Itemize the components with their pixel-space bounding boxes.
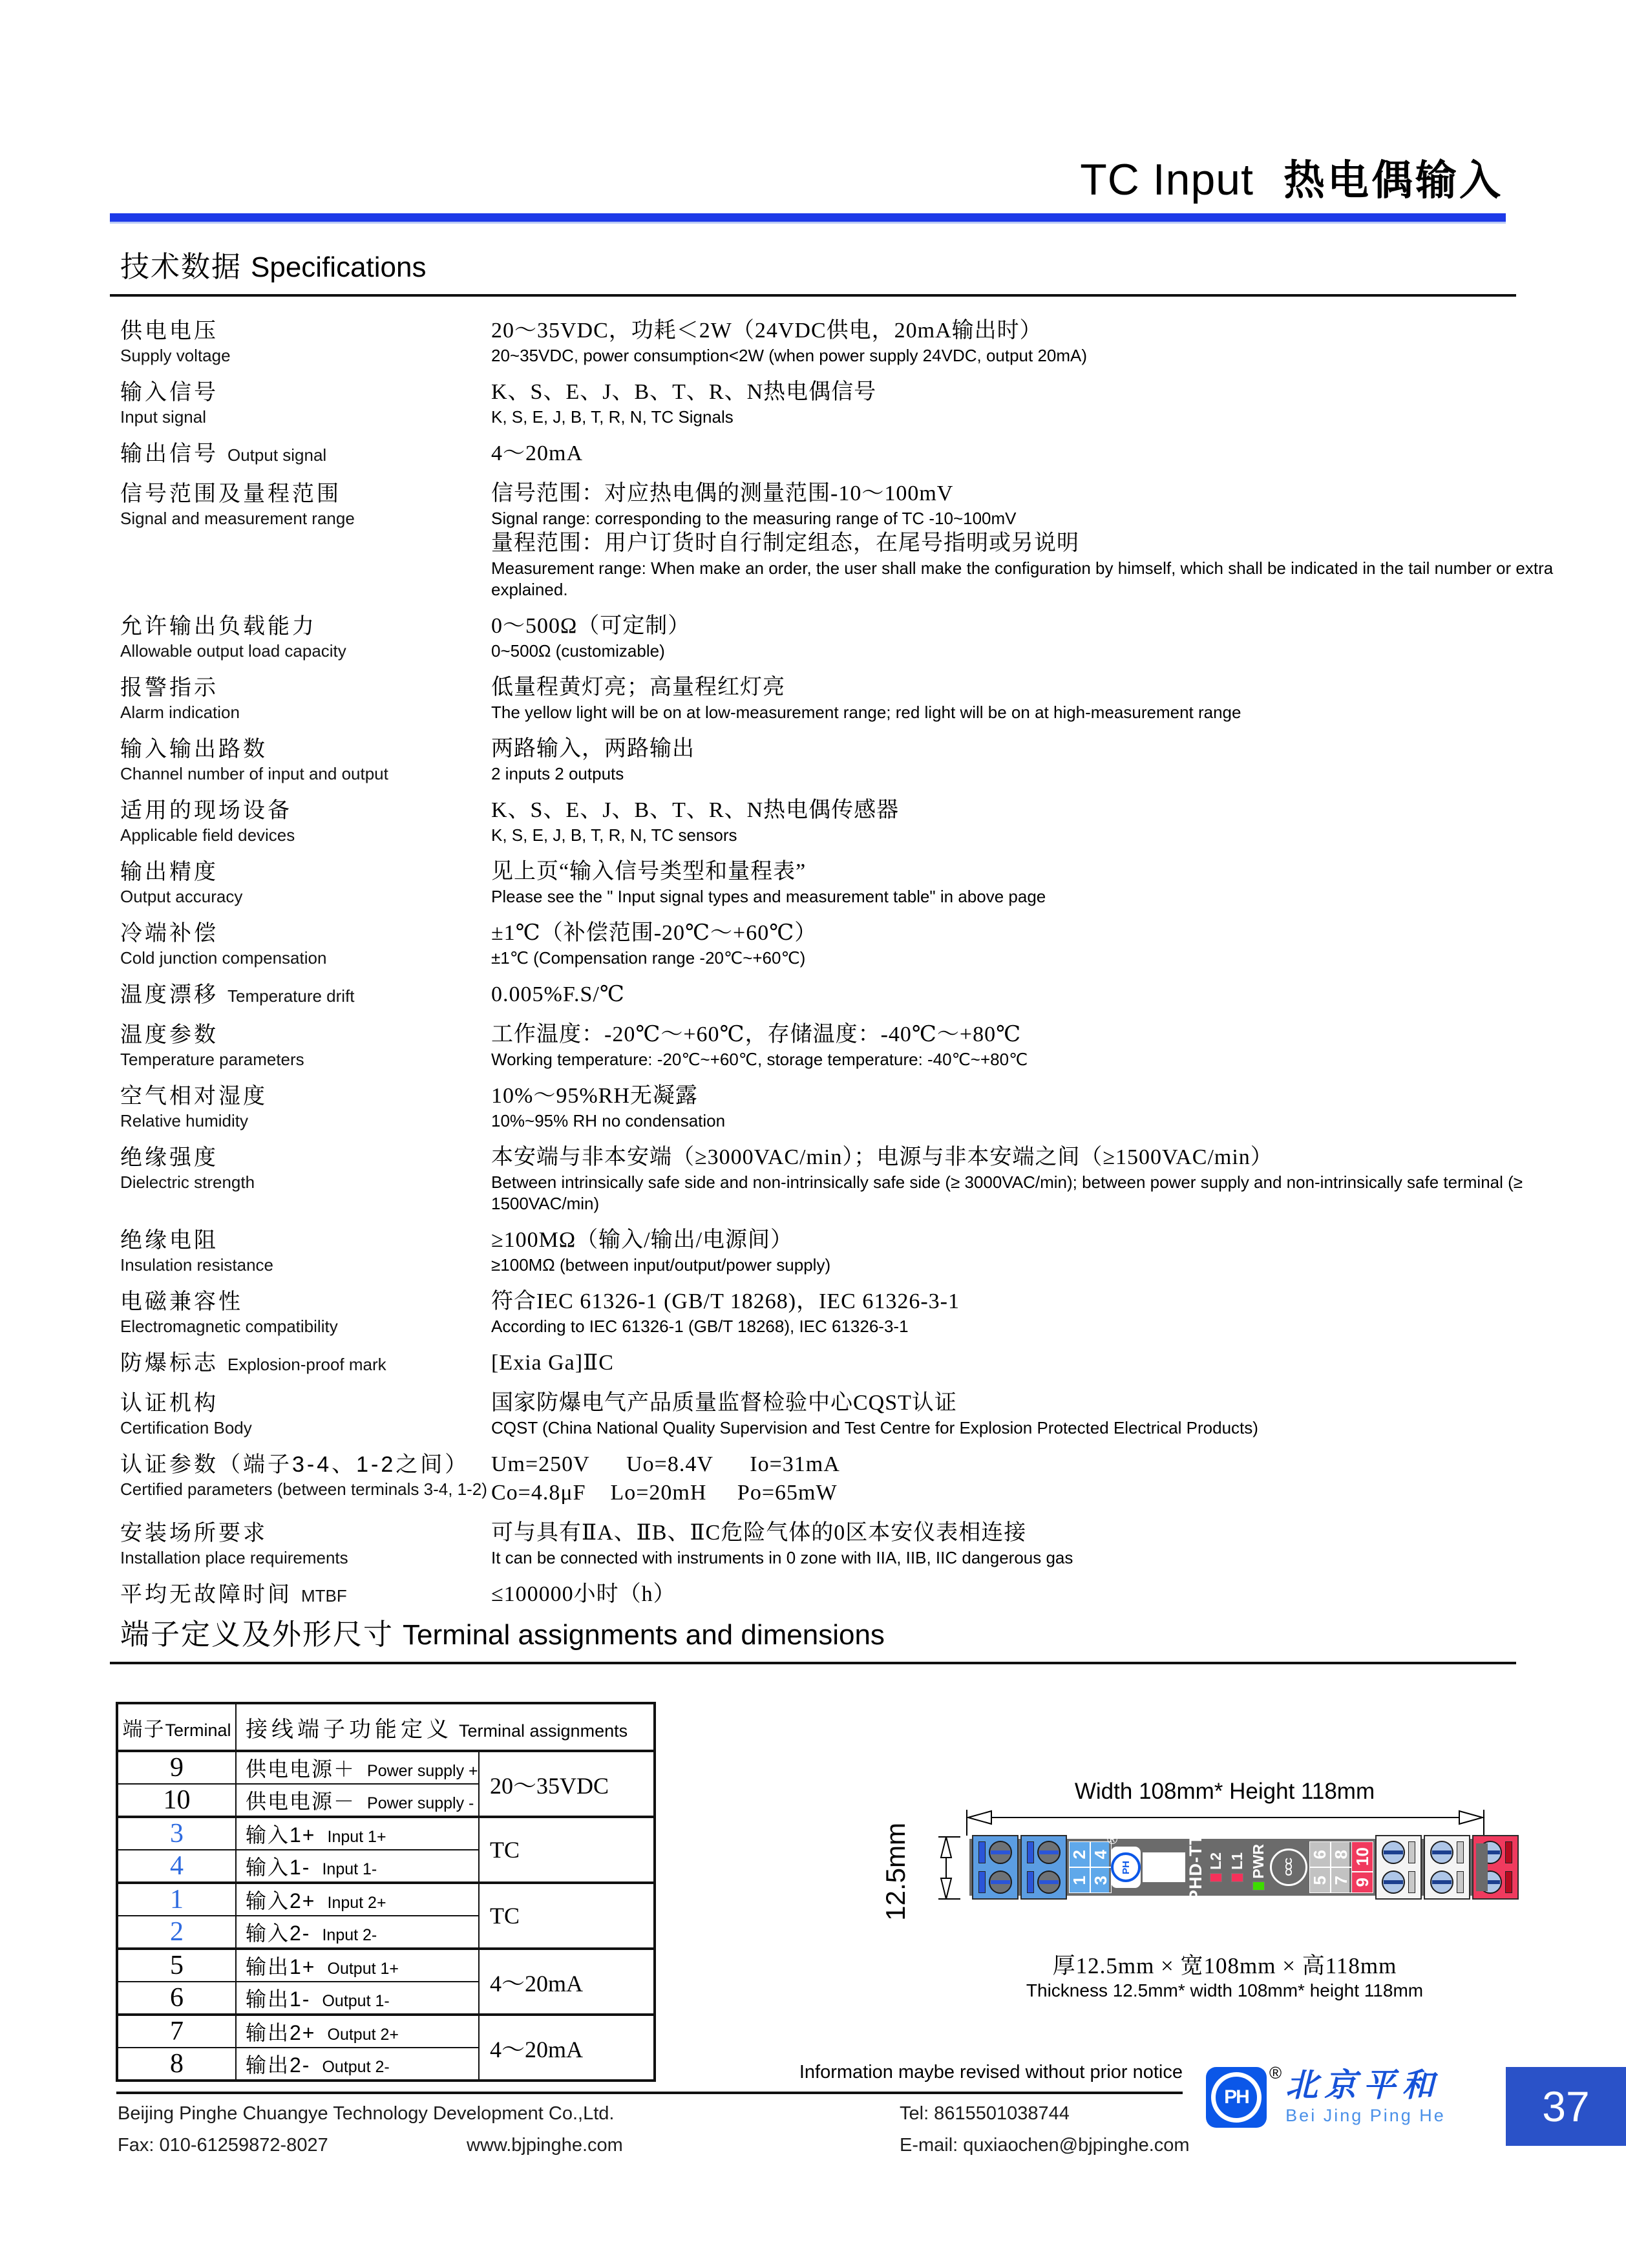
spec-label xyxy=(120,1519,491,1569)
specs-heading-en: Specifications xyxy=(251,251,427,283)
spec-value-line: Signal range: corresponding to the measuring range of TC -10~100mV xyxy=(491,509,1017,528)
spec-value-line: 10%～95%RH无凝露 xyxy=(491,1084,698,1108)
spec-label-en: Certified parameters (between terminals 3-4, 1-2) xyxy=(120,1479,487,1499)
thickness-dimension-label: 12.5mm xyxy=(880,1823,911,1921)
spec-value-line: Co=4.8μF Lo=20mH Po=65mW xyxy=(491,1481,838,1505)
spec-label-zh: 输出信号 xyxy=(120,441,218,466)
spec-label xyxy=(120,1021,491,1070)
company-logo-text xyxy=(1285,2067,1446,2126)
terminal-function xyxy=(236,2015,479,2048)
spec-label-en: MTBF xyxy=(301,1586,347,1606)
terminal-screw xyxy=(989,1841,1012,1864)
terminal-screw xyxy=(1382,1871,1405,1894)
spec-value xyxy=(491,317,1594,366)
spec-label xyxy=(120,858,491,907)
spec-label-zh: 适用的现场设备 xyxy=(120,798,292,823)
spec-row xyxy=(120,1021,1594,1070)
spec-label xyxy=(120,378,491,428)
spec-row xyxy=(120,440,1594,468)
spec-label-zh: 输入输出路数 xyxy=(120,737,268,761)
spec-value xyxy=(491,1226,1594,1276)
terminal-function-zh: 输出2- xyxy=(246,2053,311,2077)
wire-slot xyxy=(1505,1871,1512,1893)
spec-label-zh: 安装场所要求 xyxy=(120,1521,268,1545)
spec-row xyxy=(120,1288,1594,1337)
terminal-grid-label: 7 xyxy=(1331,1875,1351,1885)
terminal-grid-label: 4 xyxy=(1091,1849,1110,1860)
terminal-number: 6 xyxy=(117,1982,236,2015)
spec-label-zh: 供电电压 xyxy=(120,319,218,343)
spec-label xyxy=(120,1450,491,1507)
spec-value-line: ≤100000小时（h） xyxy=(491,1582,676,1606)
company-name: Beijing Pinghe Chuangye Technology Development Co.,Ltd. xyxy=(118,2103,615,2124)
spec-label-en: Temperature drift xyxy=(227,986,355,1006)
terminal-number: 5 xyxy=(117,1949,236,1982)
terminal-function-en: Output 2- xyxy=(322,2058,390,2076)
dimension-drawing xyxy=(866,1777,1499,2000)
terminal-function-en: Output 1+ xyxy=(327,1960,399,1978)
title-rule xyxy=(110,213,1506,224)
spec-value-line: 0.005%F.S/℃ xyxy=(491,982,625,1006)
terminal-function xyxy=(236,1916,479,1949)
spec-value-line: ±1℃（补偿范围-20℃～+60℃） xyxy=(491,921,818,945)
spec-label-zh: 温度漂移 xyxy=(120,982,218,1007)
wire-slot xyxy=(1505,1841,1512,1863)
spec-value xyxy=(491,1021,1594,1070)
email-link[interactable]: E-mail: quxiaochen@bjpinghe.com xyxy=(900,2135,1190,2156)
spec-label-zh: 空气相对湿度 xyxy=(120,1084,268,1108)
spec-value xyxy=(491,378,1594,428)
spec-value xyxy=(491,858,1594,907)
spec-label-en: Cold junction compensation xyxy=(120,948,327,968)
spec-label-en: Alarm indication xyxy=(120,703,240,722)
terminal-function-en: Input 1- xyxy=(322,1860,377,1878)
terminal-block-white-1 xyxy=(1375,1835,1422,1900)
terminal-function-zh: 输出2+ xyxy=(246,2021,316,2044)
spec-value-line: ≥100MΩ (between input/output/power supply) xyxy=(491,1255,831,1275)
terminal-function-en: Input 2- xyxy=(322,1926,377,1944)
terminal-function xyxy=(236,1850,479,1883)
terminal-number: 1 xyxy=(117,1883,236,1916)
terminal-number: 9 xyxy=(117,1751,236,1784)
spec-row xyxy=(120,858,1594,907)
width-dimension-arrow xyxy=(964,1806,1486,1837)
page-title-zh: 热电偶输入 xyxy=(1283,157,1503,204)
spec-label-zh: 输入信号 xyxy=(120,380,218,405)
spec-label-en: Temperature parameters xyxy=(120,1050,304,1069)
spec-value-line: 信号范围：对应热电偶的测量范围-10～100mV xyxy=(491,482,954,505)
terminal-grid-label: 8 xyxy=(1331,1849,1351,1860)
led-label: PWR xyxy=(1249,1843,1267,1879)
terminal-function xyxy=(236,1883,479,1916)
table-row xyxy=(117,1883,655,1916)
spec-value-line: Working temperature: -20℃~+60℃, storage temperature: -40℃~+80℃ xyxy=(491,1050,1028,1069)
spec-label-en: Installation place requirements xyxy=(120,1548,348,1567)
terminals-heading xyxy=(110,1611,1516,1664)
spec-label-zh: 认证机构 xyxy=(120,1391,218,1415)
terminal-function-zh: 输入1+ xyxy=(246,1823,316,1847)
terminal-screw xyxy=(1037,1871,1061,1894)
spec-label-zh: 绝缘电阻 xyxy=(120,1228,218,1253)
dimensions-text-en: Thickness 12.5mm* width 108mm* height 118mm xyxy=(1026,1980,1424,2000)
wire-slot xyxy=(978,1871,986,1893)
spec-label-zh: 输出精度 xyxy=(120,860,218,884)
spec-label-en: Dielectric strength xyxy=(120,1172,255,1192)
module-logo xyxy=(1107,1831,1141,1888)
green-led-icon xyxy=(1252,1881,1265,1891)
terminal-table xyxy=(116,1702,656,2082)
spec-value-line: 本安端与非本安端（≥3000VAC/min）；电源与非本安端之间（≥1500VAC/min） xyxy=(491,1145,1273,1169)
spec-value xyxy=(491,1082,1594,1132)
spec-label xyxy=(120,796,491,846)
specs-heading xyxy=(110,243,1516,297)
table-row xyxy=(117,1751,655,1784)
spec-value xyxy=(491,919,1594,969)
spec-value xyxy=(491,480,1594,600)
spec-value-line: 10%~95% RH no condensation xyxy=(491,1111,726,1130)
terminal-function-zh: 输出1+ xyxy=(246,1955,316,1978)
table-row xyxy=(117,1949,655,1982)
assignments-col-header-zh: 接线端子功能定义 xyxy=(246,1717,452,1742)
spec-label-en: Electromagnetic compatibility xyxy=(120,1317,338,1336)
spec-value xyxy=(491,980,1594,1009)
wire-slot xyxy=(1027,1841,1034,1863)
spec-label-en: Insulation resistance xyxy=(120,1255,274,1275)
spec-label-en: Certification Body xyxy=(120,1418,252,1437)
spec-label xyxy=(120,317,491,366)
spec-value-line: It can be connected with instruments in 0 zone with IIA, IIB, IIC dangerous gas xyxy=(491,1548,1073,1567)
spec-value xyxy=(491,1389,1594,1439)
terminal-number: 8 xyxy=(117,2048,236,2081)
spec-row xyxy=(120,1143,1594,1214)
specs-list xyxy=(120,317,1594,1620)
spec-value xyxy=(491,735,1594,785)
spec-label-zh: 认证参数（端子3-4、1-2之间） xyxy=(120,1452,470,1477)
page-title-en: TC Input xyxy=(1080,155,1254,204)
terminals-heading-zh: 端子定义及外形尺寸 xyxy=(120,1618,394,1651)
terminal-number: 10 xyxy=(117,1784,236,1817)
spec-value-line: 0~500Ω (customizable) xyxy=(491,641,665,661)
terminal-function-en: Input 2+ xyxy=(327,1894,386,1912)
spec-value-line: 国家防爆电气产品质量监督检验中心CQST认证 xyxy=(491,1391,957,1415)
terminal-grid-label: 2 xyxy=(1070,1849,1089,1860)
spec-label-zh: 允许输出负载能力 xyxy=(120,614,317,639)
led-L2 xyxy=(1206,1852,1225,1882)
spec-value-line: 2 inputs 2 outputs xyxy=(491,764,624,783)
ccc-mark-icon: CCC xyxy=(1270,1849,1307,1886)
revision-notice: Information maybe revised without prior notice xyxy=(799,2062,1183,2083)
spec-value xyxy=(491,796,1594,846)
spec-value-line: The yellow light will be on at low-measurement range; red light will be on at high-measurement range xyxy=(491,703,1241,722)
spec-row xyxy=(120,480,1594,600)
spec-label-en: Output signal xyxy=(227,445,327,465)
spec-label-en: Allowable output load capacity xyxy=(120,641,346,661)
terminal-function-zh: 输入2+ xyxy=(246,1889,316,1913)
terminal-col-header-zh: 端子 xyxy=(122,1717,165,1741)
spec-label-zh: 绝缘强度 xyxy=(120,1145,218,1170)
thickness-dimension-arrow xyxy=(933,1834,962,1902)
spec-row xyxy=(120,1580,1594,1609)
spec-label xyxy=(120,673,491,723)
spec-label xyxy=(120,1226,491,1276)
spec-label-en: Applicable field devices xyxy=(120,825,295,845)
led-L1 xyxy=(1227,1852,1247,1882)
terminal-grid-label: 5 xyxy=(1310,1875,1329,1885)
spec-row xyxy=(120,980,1594,1009)
spec-value-line: 符合IEC 61326-1 (GB/T 18268)，IEC 61326-3-1 xyxy=(491,1289,960,1313)
terminal-signal: 4～20mA xyxy=(479,2015,655,2081)
spec-value-line: 20~35VDC, power consumption<2W (when power supply 24VDC, output 20mA) xyxy=(491,346,1088,365)
terminal-grid-label: 10 xyxy=(1352,1847,1372,1867)
spec-value xyxy=(491,673,1594,723)
terminal-grid-label: 1 xyxy=(1070,1875,1089,1885)
spec-value-line: 20～35VDC，功耗＜2W（24VDC供电，20mA输出时） xyxy=(491,319,1042,343)
terminal-function-zh: 供电电源－ xyxy=(246,1790,356,1813)
spec-value-line: 工作温度：-20℃～+60℃，存储温度：-40℃～+80℃ xyxy=(491,1023,1022,1046)
terminal-function-zh: 供电电源＋ xyxy=(246,1757,356,1781)
terminal-block-white-2 xyxy=(1424,1835,1470,1900)
spec-value-line: According to IEC 61326-1 (GB/T 18268), IEC 61326-3-1 xyxy=(491,1317,909,1336)
spec-value-line: [Exia Ga]ⅡC xyxy=(491,1351,614,1375)
company-logo xyxy=(1206,2063,1446,2128)
terminal-block-blue-2 xyxy=(1020,1835,1067,1900)
red-led-icon xyxy=(1231,1873,1243,1882)
spec-label-en: Input signal xyxy=(120,407,206,427)
spec-value-line: CQST (China National Quality Supervision and Test Centre for Explosion Protected Electrical Products) xyxy=(491,1418,1258,1437)
terminal-signal: TC xyxy=(479,1883,655,1949)
terminal-grid-label: 3 xyxy=(1091,1875,1110,1885)
spec-label xyxy=(120,1082,491,1132)
spec-value-line: Measurement range: When make an order, the user shall make the configuration by himself, which shall be indicated in the tail number or extra explained. xyxy=(491,558,1554,599)
terminal-screw xyxy=(1037,1841,1061,1864)
terminal-signal: 20～35VDC xyxy=(479,1751,655,1817)
spec-row xyxy=(120,1349,1594,1377)
spec-label-en: Relative humidity xyxy=(120,1111,248,1130)
spec-label xyxy=(120,735,491,785)
spec-row xyxy=(120,735,1594,785)
spec-value-line: 0～500Ω（可定制） xyxy=(491,614,691,638)
spec-row xyxy=(120,317,1594,366)
terminal-function-zh: 输入2- xyxy=(246,1922,311,1945)
spec-label xyxy=(120,1349,491,1377)
terminal-function-en: Power supply - xyxy=(367,1794,474,1812)
terminal-function-en: Output 1- xyxy=(322,1992,390,2010)
assignments-col-header-en: Terminal assignments xyxy=(459,1721,628,1741)
terminal-grid-label: 9 xyxy=(1352,1878,1372,1887)
spec-label xyxy=(120,1389,491,1439)
spec-row xyxy=(120,1082,1594,1132)
assignments-col-header xyxy=(236,1703,655,1751)
module-label-blank xyxy=(1143,1852,1185,1882)
spec-label xyxy=(120,1143,491,1214)
spec-value-line: 4～20mA xyxy=(491,441,583,465)
spec-value-line: ≥100MΩ（输入/输出/电源间） xyxy=(491,1228,794,1252)
terminal-function-zh: 输入1- xyxy=(246,1856,311,1879)
page-number-box xyxy=(1506,2067,1626,2146)
terminal-col-header-en: Terminal xyxy=(165,1720,231,1740)
specs-heading-zh: 技术数据 xyxy=(120,250,242,283)
ph-logo-icon: PH xyxy=(1120,1860,1132,1874)
terminal-signal: TC xyxy=(479,1817,655,1883)
spec-label xyxy=(120,480,491,600)
red-led-icon xyxy=(1210,1873,1222,1882)
company-logo-zh: 北京平和 xyxy=(1285,2067,1441,2103)
terminal-number: 7 xyxy=(117,2015,236,2048)
spec-row xyxy=(120,612,1594,662)
terminal-function-en: Output 2+ xyxy=(327,2026,399,2044)
terminal-function-en: Input 1+ xyxy=(327,1828,386,1846)
spec-label-en: Explosion-proof mark xyxy=(227,1355,386,1374)
spec-value xyxy=(491,1349,1594,1377)
company-logo-en: Bei Jing Ping He xyxy=(1285,2106,1446,2125)
terminal-number: 2 xyxy=(117,1916,236,1949)
terminal-function-en: Power supply + xyxy=(367,1762,478,1780)
spec-row xyxy=(120,1389,1594,1439)
spec-value xyxy=(491,612,1594,662)
fax-number: Fax: 010-61259872-8027 xyxy=(118,2135,328,2156)
table-row xyxy=(117,2015,655,2048)
terminal-function xyxy=(236,1751,479,1784)
led-label: L1 xyxy=(1228,1852,1245,1870)
terminal-function-zh: 输出1- xyxy=(246,1987,311,2011)
spec-label xyxy=(120,919,491,969)
spec-label xyxy=(120,980,491,1009)
wire-slot xyxy=(1408,1841,1415,1863)
terminals-heading-en: Terminal assignments and dimensions xyxy=(403,1619,885,1651)
terminal-function xyxy=(236,1817,479,1850)
page-number: 37 xyxy=(1542,2083,1590,2130)
spec-value-line: 见上页“输入信号类型和量程表” xyxy=(491,860,807,884)
module-model: PHD-TT xyxy=(1185,1833,1205,1902)
dimensions-text-zh: 厚12.5mm × 宽108mm × 高118mm xyxy=(1052,1953,1397,1978)
spec-label xyxy=(120,1288,491,1337)
terminal-block-blue-1 xyxy=(972,1835,1019,1900)
wire-slot xyxy=(1457,1871,1464,1893)
spec-row xyxy=(120,673,1594,723)
spec-value xyxy=(491,1580,1594,1609)
spec-label xyxy=(120,440,491,468)
terminal-screw xyxy=(989,1871,1012,1894)
terminal-function xyxy=(236,1784,479,1817)
terminal-grid-label: 6 xyxy=(1310,1849,1329,1860)
spec-value-line: Um=250V Uo=8.4V Io=31mA xyxy=(491,1452,840,1476)
spec-row xyxy=(120,919,1594,969)
wire-slot xyxy=(1408,1871,1415,1893)
spec-value xyxy=(491,1519,1594,1569)
website-link[interactable]: www.bjpinghe.com xyxy=(467,2135,623,2156)
terminal-screw xyxy=(1382,1841,1405,1864)
module-mounting-tab xyxy=(1476,1843,1488,1891)
spec-label-en: Channel number of input and output xyxy=(120,764,388,783)
terminal-function xyxy=(236,1982,479,2015)
spec-value xyxy=(491,1143,1594,1214)
spec-value xyxy=(491,440,1594,468)
registered-mark-icon: ® xyxy=(1269,2063,1282,2083)
spec-label-zh: 电磁兼容性 xyxy=(120,1289,243,1314)
page-title xyxy=(1080,147,1503,207)
wire-slot xyxy=(1027,1871,1034,1893)
terminal-number: 3 xyxy=(117,1817,236,1850)
terminal-number: 4 xyxy=(117,1850,236,1883)
terminal-signal: 4～20mA xyxy=(479,1949,655,2015)
spec-label-zh: 平均无故障时间 xyxy=(120,1582,292,1607)
spec-value-line: 量程范围：用户订货时自行制定组态，在尾号指明或另说明 xyxy=(491,531,1079,555)
terminal-screw xyxy=(1430,1871,1453,1894)
power-terminal-number-grid xyxy=(1351,1841,1373,1893)
terminal-function xyxy=(236,1949,479,1982)
spec-row xyxy=(120,1450,1594,1507)
footer-rule xyxy=(116,2092,1183,2094)
spec-value-line: Between intrinsically safe side and non-intrinsically safe side (≥ 3000VAC/min); between power supply and non-intrinsically safe terminal (≥ 1500VAC/min) xyxy=(491,1172,1523,1213)
terminal-col-header xyxy=(117,1703,236,1751)
spec-row xyxy=(120,1226,1594,1276)
spec-row xyxy=(120,378,1594,428)
registered-mark-icon: ® xyxy=(1107,1831,1118,1847)
wire-slot xyxy=(1457,1841,1464,1863)
led-PWR xyxy=(1249,1844,1268,1891)
width-dimension-label: Width 108mm* Height 118mm xyxy=(1074,1779,1375,1804)
spec-row xyxy=(120,1519,1594,1569)
spec-value xyxy=(491,1450,1594,1507)
spec-value-line: K, S, E, J, B, T, R, N, TC sensors xyxy=(491,825,737,845)
spec-label-en: Output accuracy xyxy=(120,887,243,906)
spec-label xyxy=(120,612,491,662)
spec-value-line: 低量程黄灯亮；高量程红灯亮 xyxy=(491,675,785,699)
spec-value-line: 可与具有ⅡA、ⅡB、ⅡC危险气体的0区本安仪表相连接 xyxy=(491,1521,1027,1545)
led-label: L2 xyxy=(1207,1852,1224,1870)
spec-value-line: 两路输入，两路输出 xyxy=(491,737,695,761)
spec-value-line: K、S、E、J、B、T、R、N热电偶传感器 xyxy=(491,798,900,822)
input-terminal-number-grid xyxy=(1069,1841,1109,1893)
spec-label-en: Signal and measurement range xyxy=(120,509,355,528)
terminal-screw xyxy=(1430,1841,1453,1864)
spec-value-line: K、S、E、J、B、T、R、N热电偶信号 xyxy=(491,380,877,404)
spec-value xyxy=(491,1288,1594,1337)
spec-label-zh: 报警指示 xyxy=(120,675,218,700)
telephone: Tel: 8615501038744 xyxy=(900,2103,1070,2124)
spec-value-line: ±1℃ (Compensation range -20℃~+60℃) xyxy=(491,948,806,968)
spec-label-zh: 冷端补偿 xyxy=(120,921,218,946)
spec-label xyxy=(120,1580,491,1609)
wire-slot xyxy=(978,1841,986,1863)
ph-logo-icon: PH xyxy=(1206,2067,1267,2128)
terminal-table-header-row xyxy=(117,1703,655,1751)
spec-value-line: Please see the " Input signal types and measurement table" in above page xyxy=(491,887,1046,906)
spec-label-zh: 防爆标志 xyxy=(120,1351,218,1375)
table-row xyxy=(117,1817,655,1850)
spec-label-zh: 信号范围及量程范围 xyxy=(120,482,341,506)
spec-label-zh: 温度参数 xyxy=(120,1023,218,1047)
spec-row xyxy=(120,796,1594,846)
spec-label-en: Supply voltage xyxy=(120,346,231,365)
spec-value-line: K, S, E, J, B, T, R, N, TC Signals xyxy=(491,407,734,427)
output-terminal-number-grid xyxy=(1309,1841,1349,1893)
isolator-module xyxy=(969,1831,1476,1902)
